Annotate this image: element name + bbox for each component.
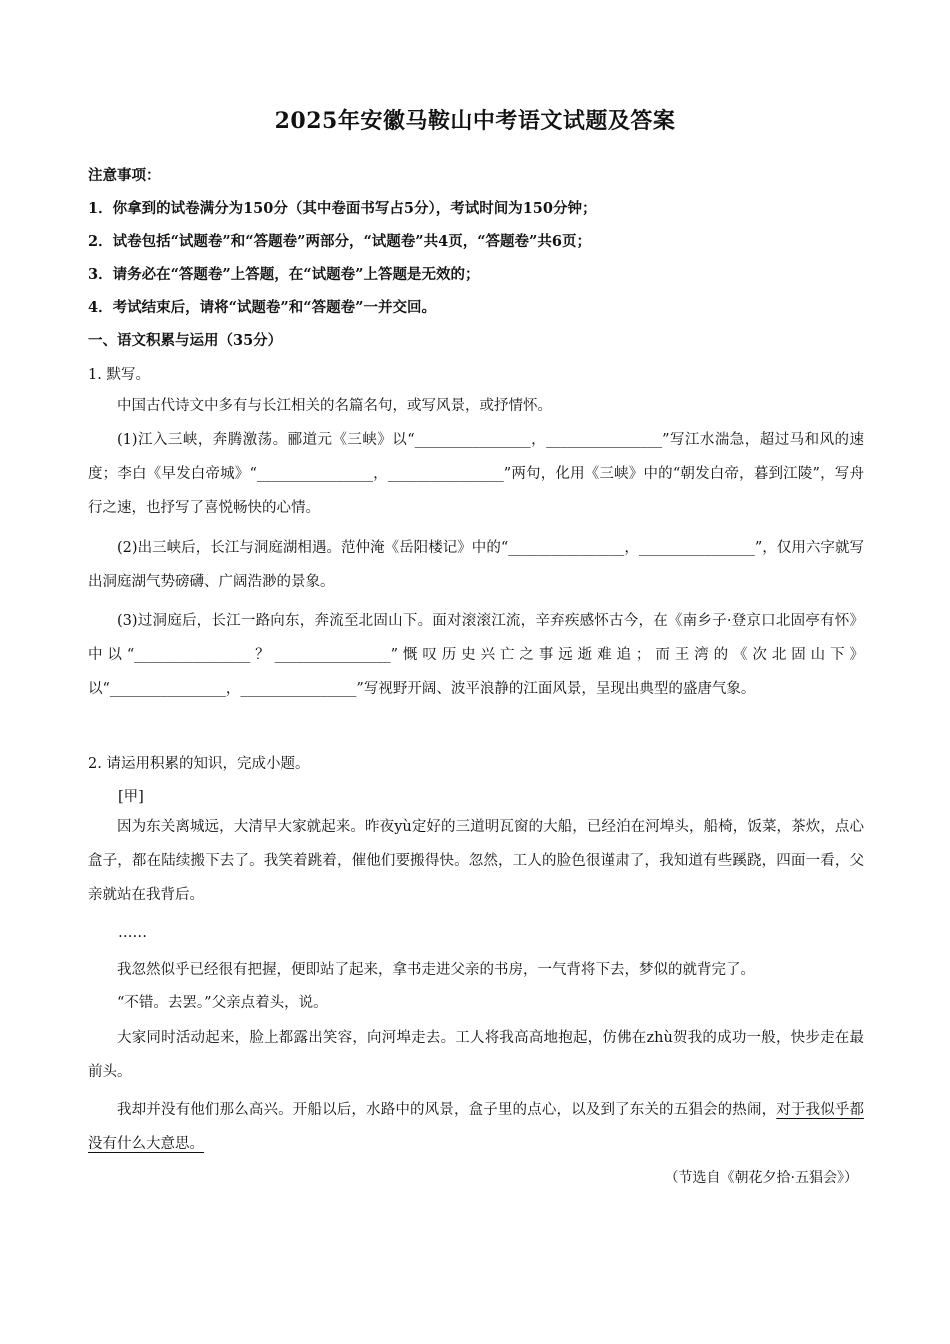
section-heading-1: 一、语文积累与运用（35分） (88, 332, 283, 349)
notice-heading: 注意事项： (88, 167, 161, 184)
passage-paragraph-5-text: 我却并没有他们那么高兴。开船以后，水路中的风景，盒子里的点心，以及到了东关的五猖会的热闹， (117, 1102, 777, 1118)
passage-paragraph-1: 因为东关离城远，大清早大家就起来。昨夜yù定好的三道明瓦窗的大船，已经泊在河埠头，船椅，饭菜，茶炊，点心盒子，都在陆续搬下去了。我笑着跳着，催他们要搬得快。忽然，工人的脸色很谨肃了，我知道有些蹊跷，四面一看，父亲就站在我背后。 (88, 819, 864, 903)
underlined-sentence: 对于我似乎都没有什么大意思。 (88, 1102, 864, 1152)
question-1-part-2: (2)出三峡后，长江与洞庭湖相遇。范仲淹《岳阳楼记》中的“________________，________________”，仅用六字就写出洞庭湖气势磅礴、广阔浩渺的景象。 (88, 540, 864, 590)
passage-paragraph-2: 我忽然似乎已经很有把握，便即站了起来，拿书走进父亲的书房，一气背将下去，梦似的就背完了。 (117, 962, 755, 978)
passage-ellipsis: …… (118, 925, 147, 941)
passage-jia-label: [甲] (118, 789, 144, 805)
passage-paragraph-4: 大家同时活动起来，脸上都露出笑容，向河埠走去。工人将我高高地抱起，仿佛在zhù贺我的成功一般，快步走在最前头。 (88, 1030, 864, 1080)
passage-source: （节选自《朝花夕拾·五猖会》） (664, 1170, 858, 1186)
passage-paragraph-3: “不错。去罢。”父亲点着头，说。 (117, 995, 328, 1011)
passage-paragraph-5 (88, 1093, 864, 1161)
question-1-part-3: (3)过洞庭后，长江一路向东，奔流至北固山下。面对滚滚江流，辛弃疾感怀古今，在《南乡子·登京口北固亭有怀》中以“________________？________________”慨叹历史兴亡之事远逝难追；而王湾的《次北固山下》以“________________，________________”写视野开阔、波平浪静的江面风景，呈现出典型的盛唐气象。 (88, 613, 864, 697)
question-1-part-1: (1)江入三峡，奔腾激荡。郦道元《三峡》以“________________，________________”写江水湍急，超过马和风的速度；李白《早发白帝城》“________________，________________”两句，化用《三峡》中的“朝发白帝，暮到江陵”，写舟行之速，也抒写了喜悦畅快的心情。 (88, 432, 864, 516)
question-2-label: 2. 请运用积累的知识，完成小题。 (88, 756, 310, 772)
question-1-label: 1. 默写。 (88, 367, 150, 383)
question-1-intro: 中国古代诗文中多有与长江相关的名篇名句，或写风景，或抒情怀。 (117, 398, 552, 414)
notice-item-2: 2．试卷包括“试题卷”和“答题卷”两部分，“试题卷”共4页，“答题卷”共6页； (88, 233, 591, 250)
notice-item-1: 1．你拿到的试卷满分为150分（其中卷面书写占5分），考试时间为150分钟； (88, 200, 597, 217)
page-title: 2025年安徽马鞍山中考语文试题及答案 (274, 108, 676, 134)
notice-item-4: 4．考试结束后，请将“试题卷”和“答题卷”一并交回。 (88, 299, 436, 316)
notice-item-3: 3．请务必在“答题卷”上答题，在“试题卷”上答题是无效的； (88, 266, 480, 283)
